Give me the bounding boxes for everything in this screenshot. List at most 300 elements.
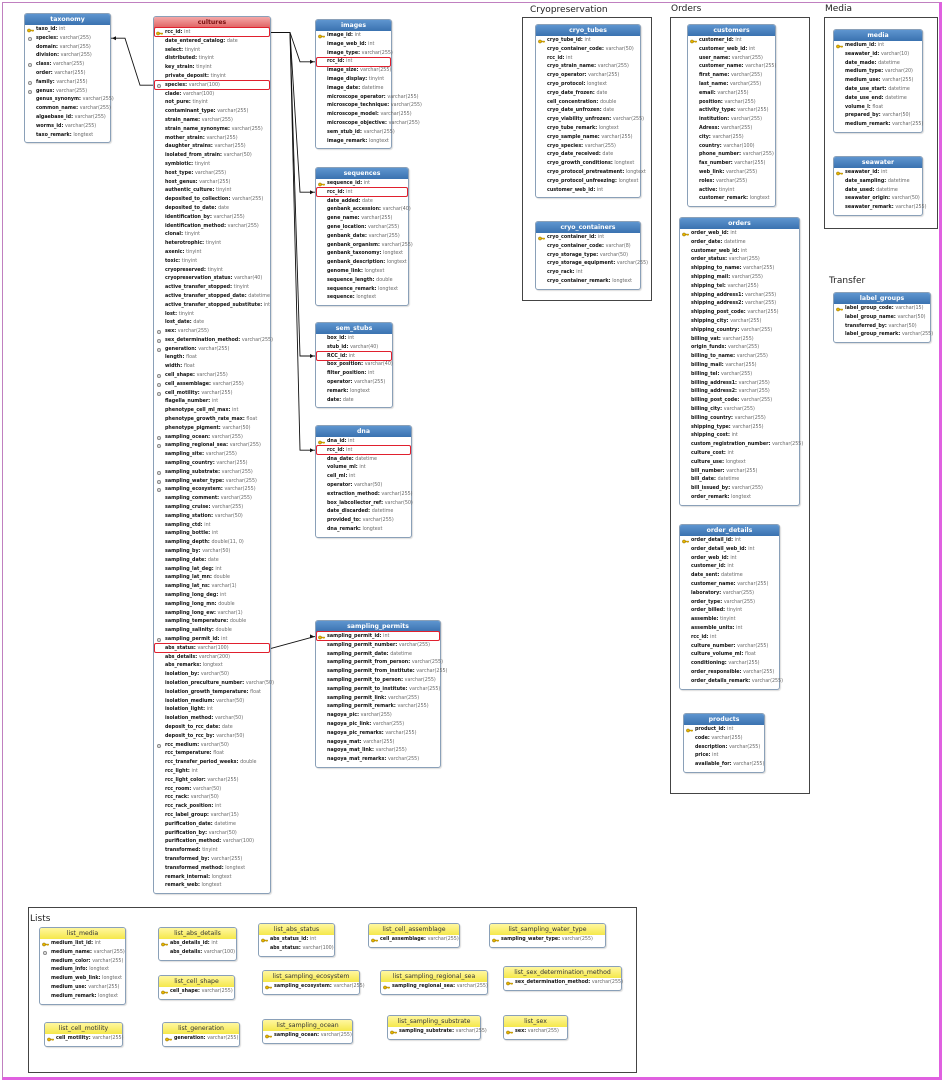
- column-name: abs_details_id: [170, 941, 208, 946]
- highlight-box: [154, 27, 270, 37]
- column-row: date_added: date: [327, 198, 373, 204]
- column-name: customer_id: [699, 38, 732, 43]
- column-name: medium_web_link: [51, 976, 99, 982]
- column-row: stub_id: varchar(40): [327, 344, 379, 350]
- column-type: varchar(255): [229, 443, 261, 449]
- table-title: list_media: [40, 928, 125, 939]
- column-row: genome_link: longtext: [327, 268, 385, 274]
- table-list-sex[interactable]: [503, 1015, 568, 1040]
- table-title: list_sampling_ocean: [263, 1020, 352, 1031]
- column-row: rcc_id: int: [691, 634, 717, 640]
- column-name: RCC_id: [327, 353, 346, 359]
- column-row: transformed_method: longtext: [165, 865, 246, 871]
- column-type: varchar(255): [721, 125, 753, 131]
- table-dna[interactable]: [315, 425, 412, 538]
- column-row: abs_remarks: longtext: [165, 663, 223, 669]
- column-name: sampling_site: [165, 452, 203, 458]
- table-images[interactable]: [315, 19, 422, 149]
- column-row: order_web_id: int: [680, 230, 799, 239]
- column-name: algaebase_id: [36, 114, 72, 120]
- column-name: not_pure: [165, 100, 189, 106]
- column-row: date_use_start: datetime: [845, 86, 910, 92]
- column-row: order_type: varchar(255): [691, 599, 755, 605]
- table-products[interactable]: [683, 713, 765, 773]
- table-title: dna: [316, 426, 411, 437]
- table-cultures[interactable]: [153, 16, 274, 894]
- column-type: tinyint: [210, 73, 226, 79]
- column-name: sampling_permit_from_institute: [327, 669, 413, 675]
- column-row: isolation_growth_temperature: float: [165, 689, 261, 695]
- column-name: order_detail_id: [691, 538, 732, 543]
- column-row: active_transfer_stopped_substitute: int: [165, 302, 271, 308]
- column-type: double: [600, 99, 617, 105]
- column-name: sampling_permit_to_person: [327, 677, 402, 683]
- column-name: Adress: [699, 125, 718, 131]
- table-list-sampling-substrate[interactable]: [387, 1015, 487, 1040]
- column-type: int: [367, 371, 375, 377]
- column-name: purification_date: [165, 821, 211, 827]
- column-type: varchar(255): [743, 266, 775, 272]
- column-type: varchar(255): [730, 318, 762, 324]
- column-name: order_billed: [691, 608, 724, 614]
- column-type: varchar(255): [363, 739, 395, 745]
- column-row: rcc_rack: varchar(50): [165, 795, 219, 801]
- column-row: select: tinyint: [165, 47, 201, 53]
- column-name: product_id: [695, 727, 724, 732]
- column-row: rcc_transfer_period_weeks: double: [165, 760, 257, 766]
- table-orders[interactable]: [679, 217, 804, 506]
- column-name: transformed_by: [165, 856, 208, 862]
- table-title: media: [834, 30, 922, 41]
- column-row: order: varchar(255): [36, 70, 86, 76]
- column-row: not_pure: tinyint: [165, 100, 208, 106]
- column-row: sem_stub_id: varchar(255): [327, 129, 395, 135]
- column-name: sampling_permit_number: [327, 642, 396, 648]
- column-row: customer_web_id: int: [699, 46, 756, 52]
- column-name: cryo_storage_type: [547, 252, 597, 258]
- column-type: tinyint: [186, 249, 202, 255]
- column-type: varchar(255): [745, 292, 777, 298]
- column-name: sampling_long_ew: [165, 610, 214, 616]
- column-name: sampling_regional_sea: [165, 443, 227, 449]
- column-name: taxo_id: [36, 27, 56, 32]
- column-type: varchar(50): [599, 252, 628, 258]
- table-cryo-containers[interactable]: [535, 221, 649, 290]
- column-name: heterotrophic: [165, 241, 203, 247]
- table-list-sampling-regional-sea[interactable]: [380, 970, 488, 995]
- column-type: datetime: [885, 95, 907, 101]
- table-list-cell-assemblage[interactable]: [368, 923, 460, 948]
- column-row: customer_web_id: int: [691, 248, 748, 254]
- column-name: rcc_label_group: [165, 812, 208, 818]
- column-row: institution: varchar(255): [699, 117, 762, 123]
- column-name: remark_internal: [165, 874, 209, 880]
- column-name: order_responsible: [691, 669, 740, 675]
- table-title: order_details: [680, 525, 779, 536]
- column-name: image_remark: [327, 138, 366, 144]
- column-row: billing_country: varchar(255): [691, 415, 766, 421]
- column-name: phenotype_pigment: [165, 425, 219, 431]
- column-row: deposit_to_rcc_by: varchar(50): [165, 733, 245, 739]
- column-name: generation: [174, 1036, 204, 1041]
- column-type: varchar(255): [398, 642, 431, 648]
- column-type: tinyint: [181, 258, 198, 264]
- column-type: int: [346, 447, 353, 453]
- table-title: list_cell_assemblage: [369, 924, 459, 935]
- column-row: phenotype_pigment: varchar(50): [165, 425, 251, 431]
- table-title: list_sampling_water_type: [490, 924, 605, 935]
- column-row: rcc_rack_position: int: [165, 804, 222, 810]
- column-row: box_labcollector_ref: varchar(50): [327, 500, 413, 506]
- column-name: sequence_id: [327, 181, 361, 186]
- column-type: datetime: [887, 178, 910, 184]
- column-row: phenotype_cell_ml_max: int: [165, 408, 239, 414]
- column-name: culture_cost: [691, 450, 724, 456]
- column-row: cryo_protocol_unfreezing: longtext: [547, 178, 639, 184]
- column-row: cryo_storage_type: varchar(50): [547, 252, 628, 258]
- column-name: cryo_container_code: [547, 46, 603, 52]
- column-row: taxo_id: int: [25, 26, 110, 35]
- column-name: mother_strain: [165, 135, 203, 141]
- column-row: order_status: varchar(255): [691, 257, 760, 263]
- column-type: int: [363, 181, 371, 186]
- column-name: rcc_rack: [165, 795, 188, 801]
- column-type: int: [348, 353, 356, 359]
- column-row: transferred_by: varchar(50): [845, 323, 917, 329]
- column-type: longtext: [98, 993, 118, 999]
- column-row: rcc_light_color: varchar(255): [165, 777, 239, 783]
- column-row: isolated_from_strain: varchar(50): [165, 153, 252, 159]
- column-name: active_transfer_stopped_substitute: [165, 302, 261, 308]
- column-name: customer_id: [691, 564, 724, 570]
- index-icon: [157, 488, 161, 492]
- column-name: shipping_city: [691, 318, 727, 324]
- column-row: date_sampling: datetime: [845, 178, 910, 184]
- group-label-cryopreservation: Cryopreservation: [530, 5, 608, 15]
- column-type: varchar(255): [725, 362, 757, 368]
- column-type: int: [597, 235, 605, 240]
- column-name: cryo_storage_equipment: [547, 261, 614, 267]
- column-row: dna_id: int: [316, 438, 411, 447]
- column-row: lost_date: date: [165, 320, 205, 326]
- column-name: customer_web_id: [691, 248, 738, 254]
- column-row: sampling_permit_id: int: [154, 636, 270, 645]
- column-row: city: varchar(255): [699, 134, 744, 140]
- column-type: longtext: [587, 81, 607, 87]
- column-row: key_strain: tinyint: [165, 65, 212, 71]
- column-type: date: [221, 724, 233, 730]
- column-type: int: [740, 248, 748, 254]
- column-name: customer_web_id: [547, 187, 594, 193]
- column-type: varchar(255): [56, 79, 88, 85]
- column-row: heterotrophic: tinyint: [165, 241, 222, 247]
- column-name: domain: [36, 44, 57, 50]
- column-name: lost: [165, 311, 176, 317]
- table-customers[interactable]: [687, 24, 776, 207]
- column-name: sampling_permit_date: [327, 651, 387, 657]
- column-name: isolation_growth_temperature: [165, 689, 247, 695]
- column-name: shipping_address2: [691, 301, 742, 307]
- column-row: nagoya_pic_remarks: varchar(255): [327, 730, 417, 736]
- column-name: shipping_country: [691, 327, 738, 333]
- column-row: sequence_id: int: [316, 180, 408, 189]
- table-sem-stubs[interactable]: [315, 322, 393, 408]
- column-row: cryo_container_code: varchar(8): [547, 243, 631, 249]
- column-type: int: [727, 450, 734, 456]
- column-row: sampling_ocean: varchar(255): [154, 434, 270, 443]
- table-list-abs-details[interactable]: [158, 927, 237, 961]
- column-name: sampling_ecosystem: [274, 984, 330, 989]
- column-row: sampling_depth: double(11, 0): [165, 540, 244, 546]
- column-name: cell_assemblage: [165, 381, 209, 387]
- column-name: sampling_long_deg: [165, 593, 217, 598]
- column-row: Adress: varchar(255): [699, 125, 753, 131]
- column-name: assemble: [691, 617, 717, 623]
- column-name: isolation_light: [165, 707, 204, 713]
- column-type: varchar(255): [729, 81, 762, 87]
- column-type: varchar(255): [388, 120, 420, 126]
- table-taxonomy[interactable]: [24, 13, 114, 143]
- column-name: shipping_type: [691, 424, 729, 430]
- column-name: deposited_to_date: [165, 205, 215, 211]
- column-row: genus: varchar(255): [25, 88, 110, 97]
- column-type: int: [211, 399, 219, 405]
- column-row: transformed: tinyint: [165, 848, 218, 854]
- column-row: image_web_id: int: [327, 41, 375, 47]
- column-type: longtext: [749, 196, 770, 202]
- column-type: int: [877, 43, 885, 48]
- column-type: varchar(255): [390, 103, 422, 109]
- column-type: longtext: [378, 286, 398, 292]
- column-name: key_strain: [165, 65, 193, 71]
- column-row: billing_to_name: varchar(255): [691, 354, 768, 360]
- column-name: cryo_container_id: [547, 235, 595, 240]
- table-list-sampling-ecosystem[interactable]: [262, 970, 365, 995]
- column-row: sampling_long_mn: double: [165, 601, 235, 607]
- column-row: seawater_id: varchar(10): [845, 51, 910, 57]
- primary-key-icon: [161, 990, 168, 995]
- group-label-orders: Orders: [671, 4, 702, 14]
- column-row: cell_ml: int: [327, 474, 356, 480]
- column-type: int: [576, 270, 583, 276]
- column-type: datetime: [721, 573, 743, 579]
- column-name: description: [695, 744, 726, 750]
- column-type: varchar(255): [60, 53, 92, 59]
- column-type: float: [250, 689, 261, 695]
- index-icon: [157, 330, 161, 334]
- column-row: date: date: [327, 397, 354, 403]
- column-type: varchar(255): [217, 109, 249, 115]
- column-row: cell_motility: varchar(255): [45, 1035, 122, 1044]
- column-name: active: [699, 187, 716, 193]
- column-type: varchar(255): [745, 301, 777, 307]
- column-type: longtext: [612, 278, 633, 284]
- column-type: varchar(255): [588, 73, 620, 79]
- column-type: int: [214, 804, 222, 810]
- column-type: longtext: [364, 268, 385, 274]
- column-row: sampling_ocean: varchar(255): [263, 1032, 352, 1041]
- column-name: medium_use: [51, 984, 85, 990]
- column-name: flagella_number: [165, 399, 209, 405]
- column-type: varchar(255): [728, 661, 760, 667]
- table-seawater[interactable]: [833, 156, 927, 216]
- column-type: varchar(255): [194, 170, 227, 176]
- column-row: volume_ml: int: [327, 465, 366, 471]
- column-row: sampling_long_ew: varchar(1): [165, 610, 243, 616]
- table-list-sex-determination-method[interactable]: [503, 966, 622, 991]
- column-type: longtext: [201, 883, 222, 889]
- column-name: axenic: [165, 249, 183, 255]
- column-row: image_id: int: [316, 32, 391, 41]
- column-row: operator: varchar(50): [327, 482, 383, 488]
- column-type: varchar(50): [605, 46, 634, 52]
- column-name: user_name: [699, 55, 729, 61]
- column-type: varchar(255): [882, 78, 914, 84]
- index-icon: [28, 63, 32, 67]
- column-type: varchar(255): [737, 643, 769, 649]
- column-row: prepared_by: varchar(50): [845, 113, 911, 119]
- column-row: sampling_substrate: varchar(255): [154, 469, 270, 478]
- table-list-sampling-water-type[interactable]: [489, 923, 606, 948]
- column-name: genbank_date: [327, 233, 365, 239]
- column-type: varchar(255): [216, 461, 248, 467]
- column-name: division: [36, 53, 58, 59]
- column-row: date_use_end: datetime: [845, 95, 907, 101]
- column-row: sampling_substrate: varchar(255): [388, 1028, 480, 1037]
- column-name: microscope_operator: [327, 94, 384, 100]
- column-row: sampling_by: varchar(50): [165, 549, 231, 555]
- column-name: genome_link: [327, 268, 361, 274]
- column-type: date: [207, 557, 219, 563]
- column-row: bill_issued_by: varchar(255): [691, 486, 763, 492]
- highlight-box: [154, 80, 270, 90]
- column-name: seawater_id: [845, 51, 878, 57]
- column-name: laboratory: [691, 590, 720, 596]
- column-type: varchar(255): [232, 197, 264, 203]
- column-name: microscope_model: [327, 112, 377, 118]
- table-list-media[interactable]: [39, 927, 126, 1005]
- index-icon: [157, 444, 161, 448]
- column-row: assemble_units: int: [691, 625, 743, 631]
- table-order-details[interactable]: [679, 524, 784, 690]
- column-type: varchar(40): [350, 344, 379, 350]
- column-row: toxic: tinyint: [165, 258, 198, 264]
- column-row: shipping_cost: int: [691, 433, 738, 439]
- column-name: rcc_transfer_period_weeks: [165, 760, 237, 766]
- column-type: varchar(255): [723, 406, 755, 412]
- column-row: extraction_method: varchar(255): [327, 491, 413, 497]
- column-type: datetime: [355, 456, 377, 462]
- column-row: genbank_description: longtext: [327, 260, 407, 266]
- column-type: varchar(255): [527, 1029, 559, 1034]
- column-type: tinyint: [216, 188, 232, 194]
- column-type: datetime: [888, 86, 910, 92]
- table-list-cell-motility[interactable]: [44, 1022, 123, 1047]
- column-row: culture_number: varchar(255): [691, 643, 769, 649]
- column-name: select: [165, 47, 182, 53]
- column-type: longtext: [350, 388, 370, 394]
- column-name: billing_country: [691, 415, 732, 421]
- primary-key-icon: [836, 44, 843, 49]
- column-type: int: [354, 33, 361, 38]
- column-type: tinyint: [196, 65, 212, 71]
- column-type: varchar(255): [734, 415, 766, 421]
- column-type: int: [191, 768, 198, 774]
- table-cryo-tubes[interactable]: [535, 24, 646, 198]
- column-name: order_web_id: [691, 555, 727, 561]
- column-row: cryo_sample_name: varchar(255): [547, 134, 633, 140]
- table-list-cell-shape[interactable]: [158, 975, 235, 1000]
- column-name: sampling_date: [165, 557, 205, 563]
- column-row: microscope_objective: varchar(255): [327, 120, 420, 126]
- table-label-groups[interactable]: [833, 292, 934, 343]
- column-row: operator: varchar(255): [327, 379, 386, 385]
- column-name: country: [699, 143, 720, 149]
- column-row: sequence_length: double: [327, 277, 393, 283]
- column-row: rcc_id: int: [547, 55, 573, 61]
- column-name: dna_date: [327, 456, 352, 462]
- column-row: cryo_storage_equipment: varchar(255): [547, 261, 649, 267]
- column-row: customer_web_id: int: [547, 187, 604, 193]
- column-name: deposit_to_rcc_date: [165, 724, 219, 730]
- column-type: varchar(40): [382, 207, 411, 213]
- column-name: sampling_by: [165, 549, 199, 555]
- column-row: available_for: varchar(255): [695, 762, 765, 768]
- column-row: price: int: [695, 753, 719, 759]
- column-type: varchar(255): [211, 856, 243, 862]
- column-type: varchar(255): [738, 380, 770, 386]
- column-name: seawater_id: [845, 170, 878, 175]
- column-name: cell_shape: [165, 373, 193, 379]
- column-row: nagoya_mat: varchar(255): [327, 739, 395, 745]
- column-type: longtext: [618, 178, 639, 184]
- column-name: host_genus: [165, 179, 196, 185]
- column-type: varchar(255): [241, 337, 273, 343]
- primary-key-icon: [538, 236, 545, 241]
- column-name: label_group_remark: [845, 332, 899, 338]
- column-row: volume_l: float: [845, 104, 884, 110]
- column-type: tinyint: [178, 311, 195, 317]
- table-title: images: [316, 20, 391, 31]
- column-name: customer_name: [691, 581, 734, 587]
- column-row: cryopreserved: tinyint: [165, 267, 223, 273]
- column-row: sampling_lat_mn: double: [165, 575, 230, 581]
- column-row: clade: varchar(100): [165, 91, 215, 97]
- column-name: rcc_temperature: [165, 751, 210, 757]
- column-row: contaminant_type: varchar(255): [165, 109, 249, 115]
- table-list-sampling-ocean[interactable]: [262, 1019, 353, 1044]
- column-row: deposited_to_date: date: [165, 205, 229, 211]
- column-name: image_display: [327, 76, 366, 82]
- primary-key-icon: [165, 1037, 172, 1042]
- column-name: cell_assemblage: [380, 937, 424, 942]
- column-type: int: [309, 937, 317, 942]
- table-list-abs-status[interactable]: [258, 923, 335, 957]
- primary-key-icon: [682, 539, 689, 544]
- table-list-generation[interactable]: [162, 1022, 240, 1047]
- column-type: varchar(15): [895, 306, 924, 311]
- column-name: strain_name: [165, 117, 199, 123]
- table-sampling-permits[interactable]: [315, 620, 448, 768]
- table-media[interactable]: [833, 29, 923, 133]
- column-name: sampling_permit_link: [327, 695, 385, 701]
- column-name: purification_method: [165, 839, 220, 845]
- column-type: varchar(255): [732, 424, 764, 430]
- column-row: customer_name: varchar(255): [691, 581, 769, 587]
- column-name: order_date: [691, 239, 721, 245]
- column-type: varchar(255): [380, 112, 412, 118]
- column-row: sampling_permit_link: varchar(255): [327, 695, 420, 701]
